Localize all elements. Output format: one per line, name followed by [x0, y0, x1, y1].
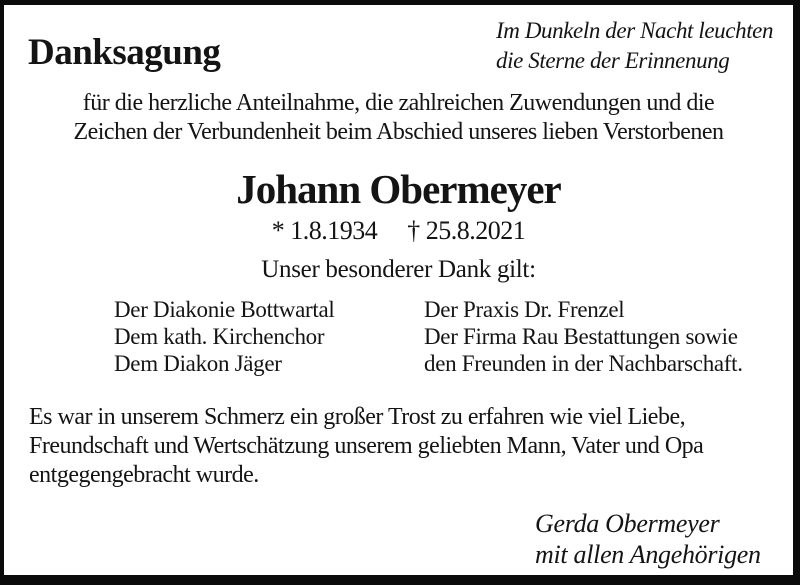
- thanks-item: Der Firma Rau Bestattungen sowie: [424, 324, 738, 349]
- deceased-name: Johann Obermeyer: [236, 166, 561, 212]
- intro-line-2: Zeichen der Verbundenheit beim Abschied unseres lieben Verstorbenen: [73, 119, 724, 145]
- intro-line-1: für die herzliche Anteilnahme, die zahlreichen Zuwendungen und die: [82, 90, 715, 116]
- thanks-item: den Freunden in der Nachbarschaft.: [424, 351, 743, 376]
- thanks-column-left: [114, 296, 424, 377]
- thanks-item: Dem kath. Kirchenchor: [114, 324, 325, 349]
- thanks-item: Der Diakonie Bottwartal: [114, 297, 335, 322]
- thanks-columns: [114, 296, 773, 377]
- signature: [535, 508, 761, 570]
- epigraph-line-1: Im Dunkeln der Nacht leuchten: [496, 18, 774, 43]
- epigraph-line-2: die Sterne der Erinnenung: [496, 48, 730, 73]
- closing-paragraph: [29, 403, 773, 490]
- thanks-item: Der Praxis Dr. Frenzel: [424, 297, 625, 322]
- thanks-heading: Unser besonderer Dank gilt:: [261, 256, 536, 283]
- death-date: † 25.8.2021: [407, 216, 526, 245]
- life-dates: [4, 216, 793, 246]
- closing-line-1: Es war in unserem Schmerz ein großer Trost zu erfahren wie viel Liebe,: [29, 404, 686, 430]
- closing-line-3: entgegengebracht wurde.: [29, 462, 259, 488]
- notice-title: Danksagung: [28, 32, 221, 73]
- signature-family: mit allen Angehörigen: [535, 540, 761, 569]
- epigraph: [496, 16, 773, 76]
- thanks-item: Dem Diakon Jäger: [114, 351, 282, 376]
- intro-paragraph: [4, 89, 793, 147]
- thanks-column-right: [424, 296, 773, 377]
- birth-date: * 1.8.1934: [271, 216, 378, 245]
- closing-line-2: Freundschaft und Wertschätzung unserem geliebten Mann, Vater und Opa: [29, 433, 704, 459]
- signature-name: Gerda Obermeyer: [535, 509, 720, 538]
